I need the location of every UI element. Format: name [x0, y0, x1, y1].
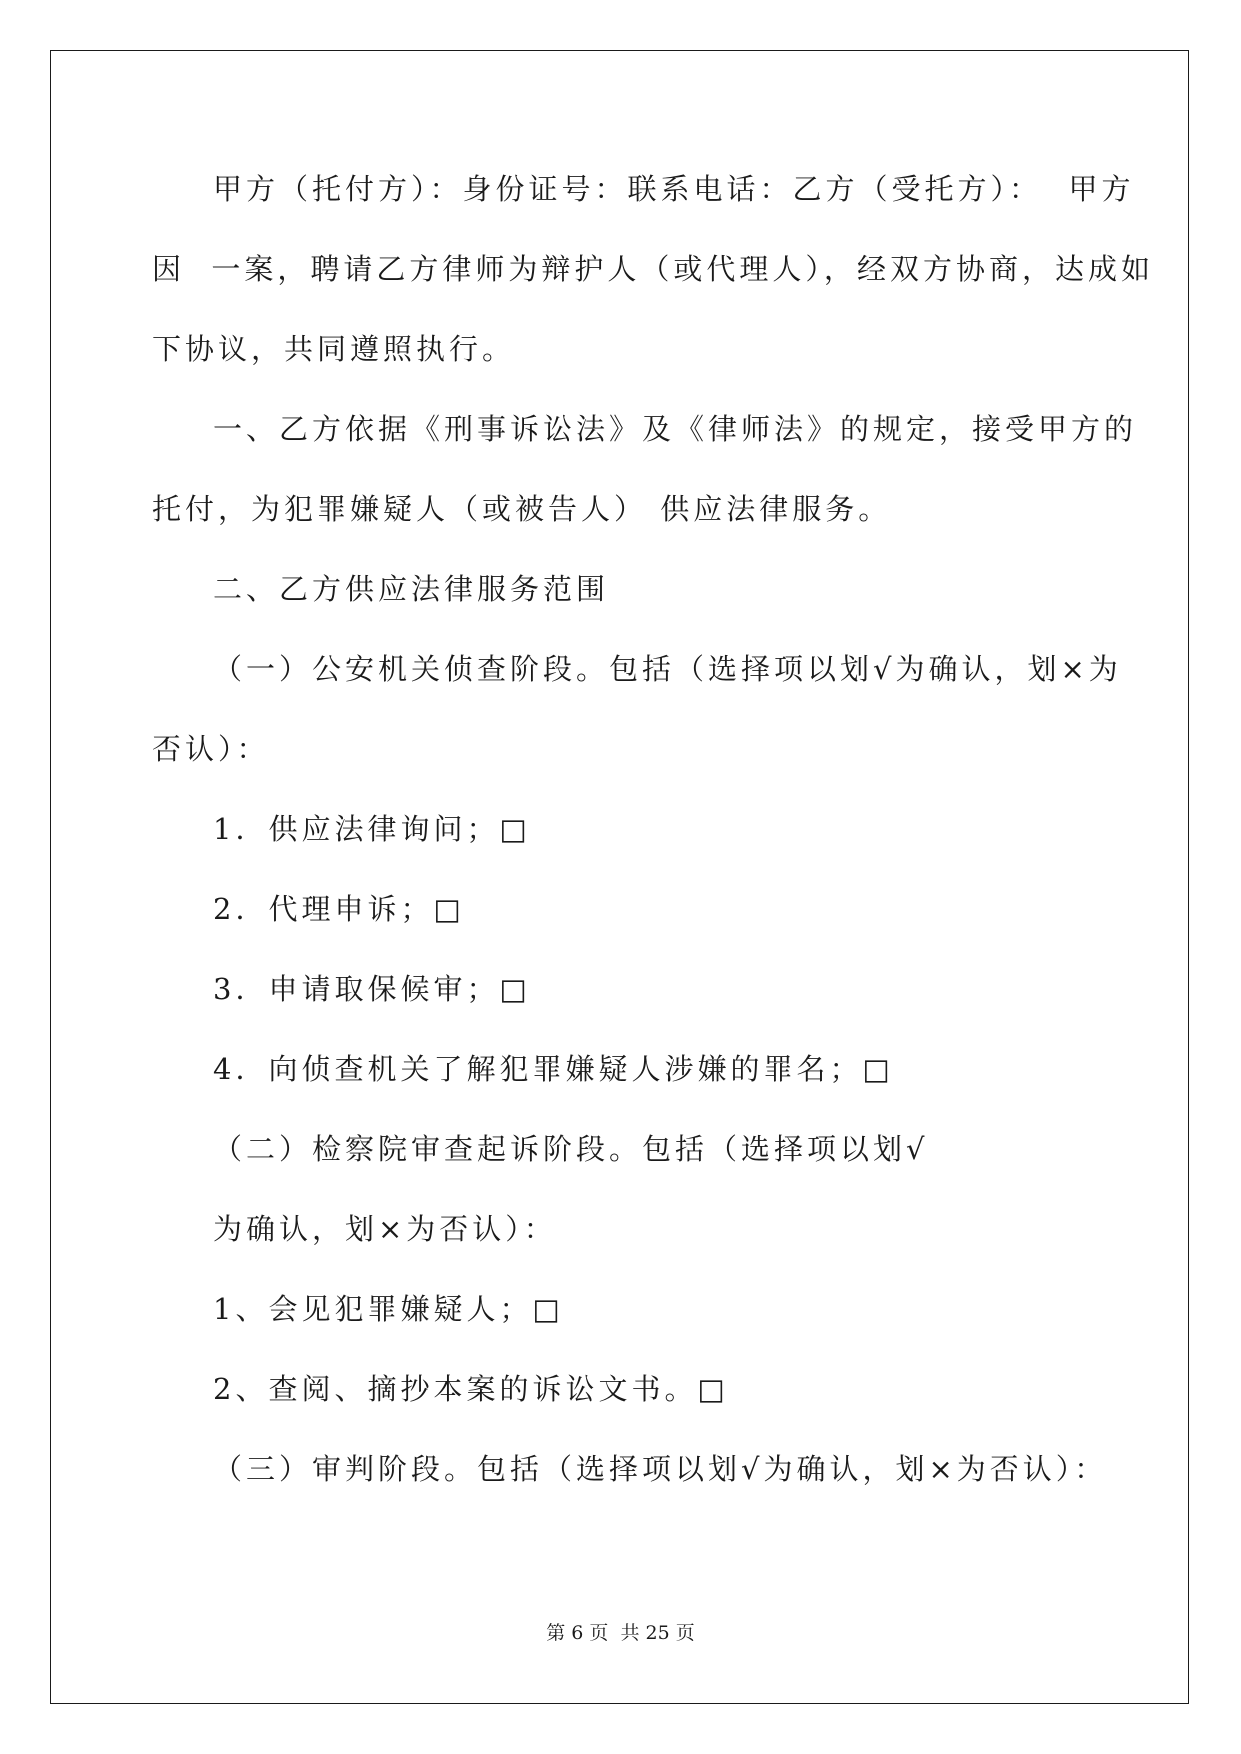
text-line-4: 一、乙方依据《刑事诉讼法》及《律师法》的规定，接受甲方的: [213, 412, 1138, 446]
text-line-5: 托付，为犯罪嫌疑人（或被告人） 供应法律服务。: [152, 492, 892, 526]
page-number-footer: 第 6 页 共 25 页: [546, 1622, 695, 1644]
text-line-15: 1、会见犯罪嫌疑人；□: [213, 1292, 564, 1326]
text-line-12: 4．向侦查机关了解犯罪嫌疑人涉嫌的罪名；□: [213, 1052, 894, 1086]
text-line-8: 否认）：: [152, 732, 270, 766]
text-line-10: 2．代理申诉；□: [213, 892, 465, 926]
text-line-16: 2、查阅、摘抄本案的诉讼文书。□: [213, 1372, 729, 1406]
text-line-2: 因 一案，聘请乙方律师为辩护人（或代理人），经双方协商，达成如: [152, 252, 1154, 286]
text-line-11: 3．申请取保候审；□: [213, 972, 531, 1006]
text-line-9: 1．供应法律询问；□: [213, 812, 531, 846]
text-line-7: （一）公安机关侦查阶段。包括（选择项以划√为确认，划×为: [213, 652, 1122, 686]
text-line-3: 下协议，共同遵照执行。: [152, 332, 516, 366]
text-line-6: 二、乙方供应法律服务范围: [213, 572, 610, 606]
text-line-13: （二）检察院审查起诉阶段。包括（选择项以划√: [213, 1132, 929, 1166]
text-line-17: （三）审判阶段。包括（选择项以划√为确认，划×为否认）：: [213, 1452, 1108, 1486]
text-line-14: 为确认，划×为否认）：: [213, 1212, 557, 1246]
text-line-1: 甲方（托付方）：身份证号：联系电话：乙方（受托方）： 甲方: [213, 172, 1135, 206]
